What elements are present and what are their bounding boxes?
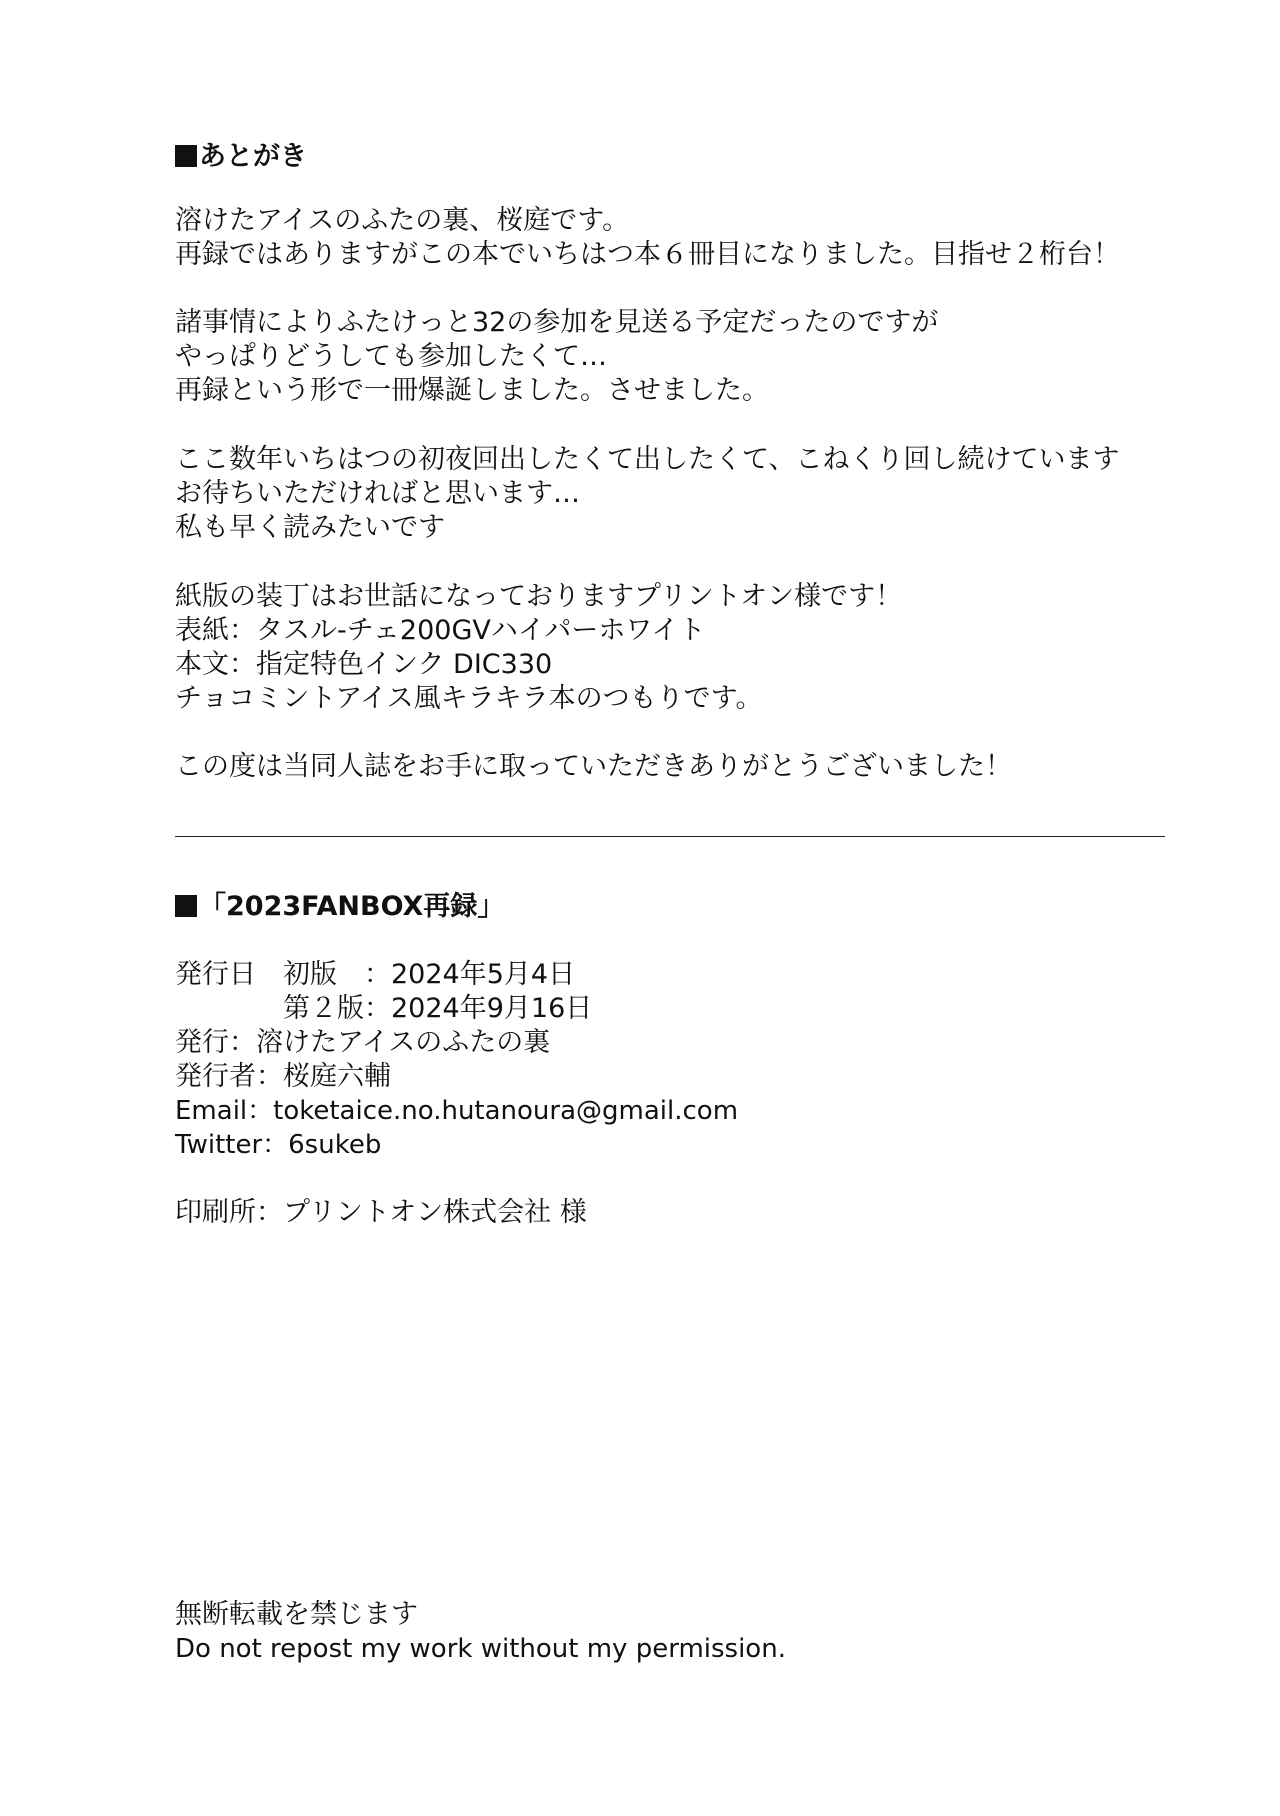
repost-notice-en: Do not repost my work without my permission. (175, 1634, 786, 1664)
email: Email：toketaice.no.hutanoura@gmail.com (175, 1096, 739, 1126)
publisher: 発行：溶けたアイスのふたの裏 (175, 1027, 551, 1058)
afterword-line: 諸事情によりふたけっと32の参加を見送る予定だったのですが (175, 307, 939, 338)
issue-date-row (175, 958, 1175, 992)
afterword-paragraph-1 (175, 204, 1175, 272)
afterword-paragraph-2 (175, 306, 1175, 408)
afterword-line: ここ数年いちはつの初夜回出したくて出したくて、こねくり回し続けています (175, 444, 1120, 475)
colophon-heading: 「2023FANBOX再録」 (175, 890, 1175, 924)
colophon-section (175, 890, 1175, 924)
afterword-line: 紙版の装丁はお世話になっておりますプリントオン様です！ (175, 581, 903, 612)
printer: 印刷所：プリントオン株式会社 様 (175, 1197, 587, 1228)
afterword-line: 再録という形で一冊爆誕しました。させました。 (175, 375, 769, 406)
afterword-line: チョコミントアイス風キラキラ本のつもりです。 (175, 683, 763, 714)
afterword-line: 表紙：タスル-チェ200GVハイパーホワイト (175, 615, 706, 646)
twitter: Twitter：6sukeb (175, 1130, 382, 1160)
section-divider (175, 836, 1165, 837)
afterword-line: 溶けたアイスのふたの裏、桜庭です。 (175, 205, 630, 236)
afterword-paragraph-5 (175, 750, 1175, 784)
repost-notice-jp: 無断転載を禁じます (175, 1599, 418, 1630)
afterword-paragraph-4 (175, 580, 1175, 716)
issue-date-label: 発行日 (175, 959, 256, 990)
second-edition-date: 第２版：2024年9月16日 (283, 993, 593, 1024)
black-square-icon (175, 895, 197, 917)
afterword-line: この度は当同人誌をお手に取っていただきありがとうございました！ (175, 751, 1012, 782)
first-edition-date: 初版 ：2024年5月4日 (283, 959, 576, 990)
afterword-paragraph-3 (175, 443, 1175, 545)
afterword-heading: あとがき (175, 140, 1175, 174)
afterword-line: やっぱりどうしても参加したくて… (175, 341, 607, 372)
afterword-line: お待ちいただければと思います… (175, 478, 580, 509)
colophon-details (175, 958, 1175, 1162)
printer-section (175, 1196, 1175, 1230)
afterword-section (175, 140, 1175, 174)
black-square-icon (175, 145, 197, 167)
afterword-line: 私も早く読みたいです (175, 512, 445, 543)
second-edition-row (175, 992, 1175, 1026)
afterword-line: 再録ではありますがこの本でいちはつ本６冊目になりました。目指せ２桁台！ (175, 239, 1120, 270)
afterword-line: 本文：指定特色インク DIC330 (175, 649, 553, 680)
repost-notice (175, 1598, 1175, 1666)
author: 発行者：桜庭六輔 (175, 1061, 391, 1092)
